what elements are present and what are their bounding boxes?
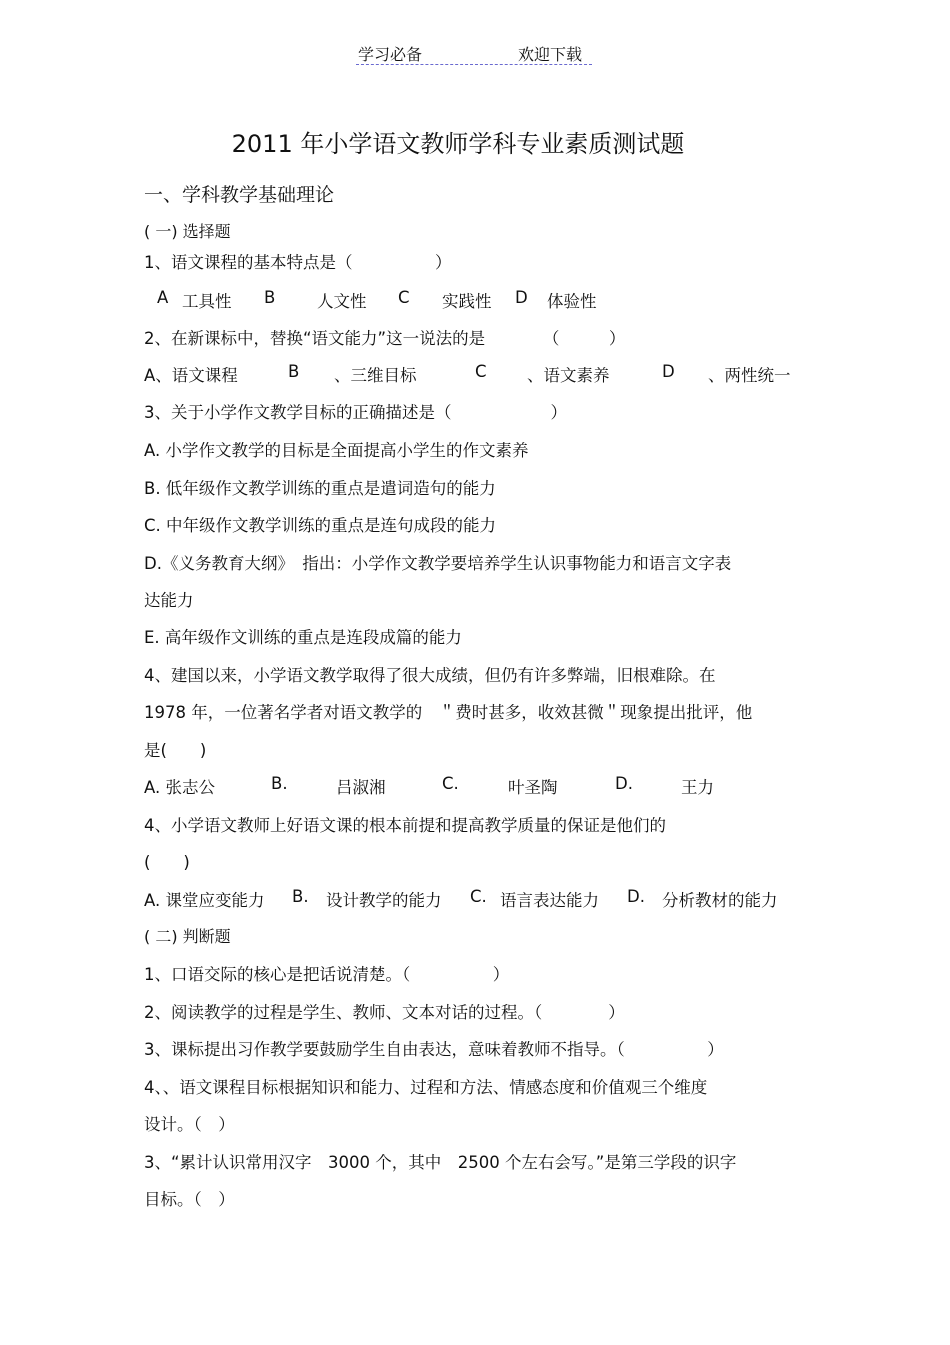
option-text: 、语文素养 <box>527 366 610 385</box>
option-letter: C <box>398 288 410 307</box>
section-heading: 一、学科教学基础理论 <box>144 184 335 206</box>
option-text: 、三维目标 <box>334 366 417 385</box>
option-text: 叶圣陶 <box>508 778 558 797</box>
judge-item-cont: 设计。（ ） <box>144 1115 235 1134</box>
option-letter: A <box>157 288 169 307</box>
option-text: 设计教学的能力 <box>326 891 442 910</box>
part-heading-judge: ( 二) 判断题 <box>144 927 231 946</box>
question-4-line1: 4、建国以来，小学语文教学取得了很大成绩，但仍有许多弊端，旧根难除。在 <box>144 666 716 685</box>
part-heading-choice: ( 一) 选择题 <box>144 222 231 241</box>
page-header <box>356 42 592 65</box>
option-letter: D. <box>615 774 633 793</box>
judge-item: 3、“累计认识常用汉字 3000 个，其中 2500 个左右会写。”是第三学段的识字 <box>144 1153 737 1172</box>
option-letter: B. <box>292 887 309 906</box>
judge-item: 3、课标提出习作教学要鼓励学生自由表达，意味着教师不指导。（ ） <box>144 1040 724 1059</box>
question-3-option-c: C. 中年级作文教学训练的重点是连句成段的能力 <box>144 516 497 535</box>
document-title: 2011 年小学语文教师学科专业素质测试题 <box>231 130 685 158</box>
option-text: 王力 <box>681 778 714 797</box>
option-text: 吕淑湘 <box>336 778 386 797</box>
header-left: 学习必备 <box>358 45 423 64</box>
option-letter: C. <box>470 887 487 906</box>
option-letter: D. <box>627 887 645 906</box>
option-text: 、两性统一 <box>708 366 791 385</box>
judge-item-cont: 目标。（ ） <box>144 1190 235 1209</box>
question-3: 3、关于小学作文教学目标的正确描述是（ ） <box>144 403 567 422</box>
question-3-option-e: E. 高年级作文训练的重点是连段成篇的能力 <box>144 628 462 647</box>
question-1: 1、语文课程的基本特点是（ ） <box>144 253 452 272</box>
question-3-option-b: B. 低年级作文教学训练的重点是遣词造句的能力 <box>144 479 496 498</box>
option-text: 工具性 <box>182 292 232 311</box>
option-text: 人文性 <box>317 292 367 311</box>
header-right: 欢迎下载 <box>518 45 583 64</box>
option-letter: B <box>288 362 300 381</box>
option-letter: D <box>515 288 528 307</box>
judge-item: 2、阅读教学的过程是学生、教师、文本对话的过程。（ ） <box>144 1003 625 1022</box>
question-3-option-a: A. 小学作文教学的目标是全面提高小学生的作文素养 <box>144 441 529 460</box>
question-4-line2: 1978 年，一位著名学者对语文教学的 ＂费时甚多，收效甚微＂现象提出批评，他 <box>144 703 753 722</box>
option-text: 分析教材的能力 <box>662 891 778 910</box>
option-letter: B. <box>271 774 288 793</box>
judge-item: 4、、语文课程目标根据知识和能力、过程和方法、情感态度和价值观三个维度 <box>144 1078 708 1097</box>
option-text: 体验性 <box>547 292 597 311</box>
question-3-option-d: D.《义务教育大纲》 指出：小学作文教学要培养学生认识事物能力和语言文字表 <box>144 554 732 573</box>
question-5-line2: ( ) <box>144 853 190 872</box>
option-text: A、语文课程 <box>144 366 238 385</box>
question-2: 2、在新课标中，替换“语文能力”这一说法的是 （ ） <box>144 329 626 348</box>
option-text: A. 张志公 <box>144 778 215 797</box>
option-text: A. 课堂应变能力 <box>144 891 265 910</box>
option-letter: B <box>264 288 276 307</box>
option-letter: C. <box>442 774 459 793</box>
option-text: 语言表达能力 <box>500 891 599 910</box>
option-text: 实践性 <box>442 292 492 311</box>
option-letter: C <box>475 362 487 381</box>
question-5-line1: 4、小学语文教师上好语文课的根本前提和提高教学质量的保证是他们的 <box>144 816 666 835</box>
judge-item: 1、口语交际的核心是把话说清楚。（ ） <box>144 965 510 984</box>
question-3-option-d-cont: 达能力 <box>144 591 194 610</box>
option-letter: D <box>662 362 675 381</box>
question-4-line3: 是( ) <box>144 741 207 760</box>
